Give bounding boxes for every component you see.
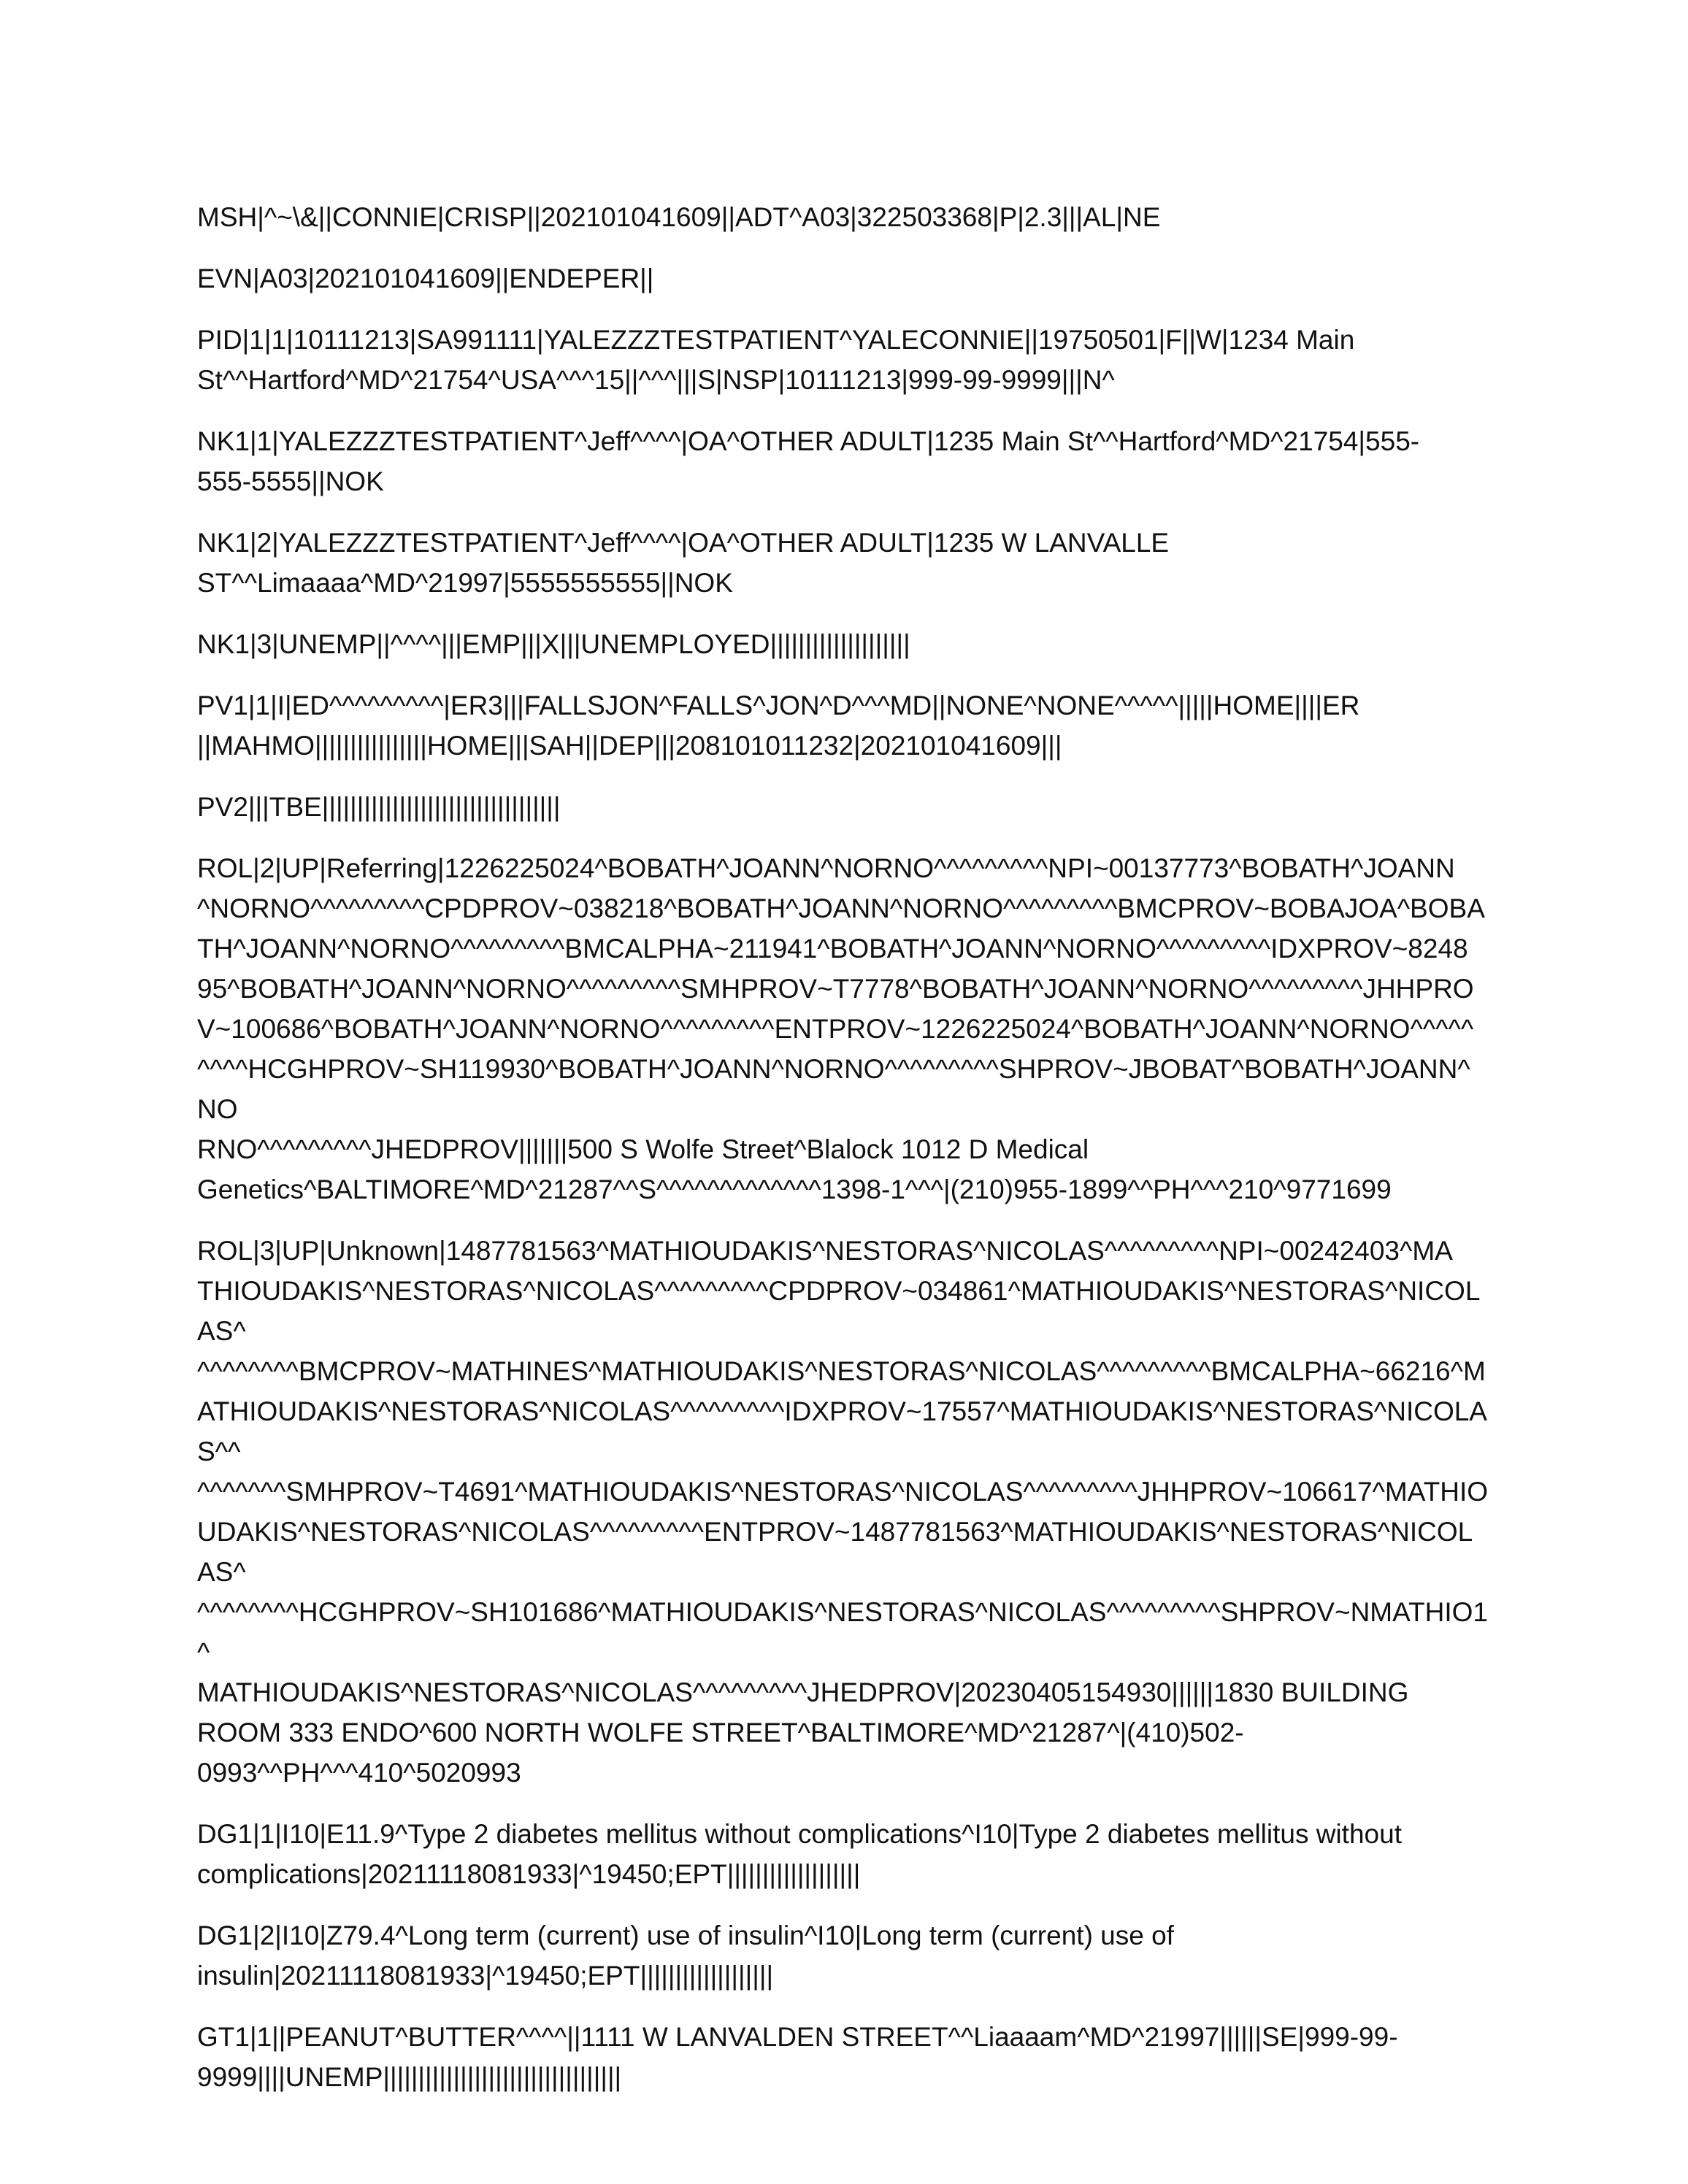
segment-line: V~100686^BOBATH^JOANN^NORNO^^^^^^^^^ENTPROV~1226225024^BOBATH^JOANN^NORNO^^^^^ xyxy=(197,1014,1474,1044)
segment-line: complications|20211118081933|^19450;EPT||||||||||||||||||| xyxy=(197,1859,861,1889)
segment-line: ^^^^^^^^BMCPROV~MATHINES^MATHIOUDAKIS^NESTORAS^NICOLAS^^^^^^^^^BMCALPHA~66216^M xyxy=(197,1356,1486,1386)
hl7-segment xyxy=(197,1231,1489,1793)
hl7-segment xyxy=(197,2017,1489,2097)
segment-line: DG1|2|I10|Z79.4^Long term (current) use of insulin^I10|Long term (current) use of xyxy=(197,1920,1174,1950)
hl7-segment xyxy=(197,685,1489,766)
segment-line: NK1|2|YALEZZZTESTPATIENT^Jeff^^^^|OA^OTHER ADULT|1235 W LANVALLE xyxy=(197,528,1170,558)
hl7-segment xyxy=(197,320,1489,400)
segment-line: ROL|3|UP|Unknown|1487781563^MATHIOUDAKIS^NESTORAS^NICOLAS^^^^^^^^^NPI~00242403^MA xyxy=(197,1236,1453,1266)
segment-line: 9999||||UNEMP|||||||||||||||||||||||||||||||||| xyxy=(197,2062,622,2092)
hl7-segment xyxy=(197,421,1489,501)
segment-line: THIOUDAKIS^NESTORAS^NICOLAS^^^^^^^^^CPDPROV~034861^MATHIOUDAKIS^NESTORAS^NICOLAS^ xyxy=(197,1276,1481,1346)
segment-line: St^^Hartford^MD^21754^USA^^^15||^^^|||S|NSP|10111213|999-99-9999|||N^ xyxy=(197,365,1115,395)
document-page xyxy=(197,197,1489,2118)
segment-line: UDAKIS^NESTORAS^NICOLAS^^^^^^^^^ENTPROV~1487781563^MATHIOUDAKIS^NESTORAS^NICOLAS^ xyxy=(197,1517,1473,1587)
segment-line: 0993^^PH^^^410^5020993 xyxy=(197,1758,521,1788)
segment-line: NK1|1|YALEZZZTESTPATIENT^Jeff^^^^|OA^OTHER ADULT|1235 Main St^^Hartford^MD^21754|555- xyxy=(197,426,1420,456)
segment-line: ST^^Limaaaa^MD^21997|5555555555||NOK xyxy=(197,568,733,598)
segment-line: ^^^^HCGHPROV~SH119930^BOBATH^JOANN^NORNO^^^^^^^^^SHPROV~JBOBAT^BOBATH^JOANN^NO xyxy=(197,1054,1470,1124)
segment-line: ^NORNO^^^^^^^^^CPDPROV~038218^BOBATH^JOANN^NORNO^^^^^^^^^BMCPROV~BOBAJOA^BOBA xyxy=(197,893,1485,923)
segment-line: PV1|1|I|ED^^^^^^^^^|ER3|||FALLSJON^FALLS^JON^D^^^MD||NONE^NONE^^^^^|||||HOME||||ER xyxy=(197,691,1360,720)
hl7-segment xyxy=(197,523,1489,603)
segment-line: TH^JOANN^NORNO^^^^^^^^^BMCALPHA~211941^BOBATH^JOANN^NORNO^^^^^^^^^IDXPROV~8248 xyxy=(197,934,1468,964)
segment-line: Genetics^BALTIMORE^MD^21287^^S^^^^^^^^^^^^^1398-1^^^|(210)955-1899^^PH^^^210^9771699 xyxy=(197,1174,1392,1204)
segment-line: 555-5555||NOK xyxy=(197,466,384,496)
hl7-segment xyxy=(197,258,1489,299)
segment-line: MATHIOUDAKIS^NESTORAS^NICOLAS^^^^^^^^^JHEDPROV|20230405154930||||||1830 BUILDING xyxy=(197,1677,1409,1707)
segment-line: PID|1|1|10111213|SA991111|YALEZZZTESTPATIENT^YALECONNIE||19750501|F||W|1234 Main xyxy=(197,325,1355,355)
segment-line: DG1|1|I10|E11.9^Type 2 diabetes mellitus without complications^I10|Type 2 diabetes mellitus without xyxy=(197,1819,1402,1849)
segment-line: ||MAHMO||||||||||||||||HOME|||SAH||DEP|||208101011232|202101041609||| xyxy=(197,731,1062,761)
hl7-segment xyxy=(197,1814,1489,1894)
segment-line: ATHIOUDAKIS^NESTORAS^NICOLAS^^^^^^^^^IDXPROV~17557^MATHIOUDAKIS^NESTORAS^NICOLAS^^ xyxy=(197,1396,1487,1466)
segment-line: ^^^^^^^^HCGHPROV~SH101686^MATHIOUDAKIS^NESTORAS^NICOLAS^^^^^^^^^SHPROV~NMATHIO1^ xyxy=(197,1597,1488,1667)
segment-line: 95^BOBATH^JOANN^NORNO^^^^^^^^^SMHPROV~T7778^BOBATH^JOANN^NORNO^^^^^^^^^JHHPRO xyxy=(197,974,1474,1004)
hl7-segment xyxy=(197,1915,1489,1996)
segment-line: insulin|20211118081933|^19450;EPT||||||||||||||||||| xyxy=(197,1961,774,1991)
segment-line: EVN|A03|202101041609||ENDEPER|| xyxy=(197,264,654,293)
segment-line: ROOM 333 ENDO^600 NORTH WOLFE STREET^BALTIMORE^MD^21287^|(410)502- xyxy=(197,1718,1244,1747)
segment-line: NK1|3|UNEMP||^^^^|||EMP|||X|||UNEMPLOYED|||||||||||||||||||| xyxy=(197,629,910,659)
hl7-segment xyxy=(197,848,1489,1210)
segment-line: ROL|2|UP|Referring|1226225024^BOBATH^JOANN^NORNO^^^^^^^^^NPI~00137773^BOBATH^JOANN xyxy=(197,853,1455,883)
segment-line: RNO^^^^^^^^^JHEDPROV|||||||500 S Wolfe Street^Blalock 1012 D Medical xyxy=(197,1134,1089,1164)
segment-line: MSH|^~\&||CONNIE|CRISP||202101041609||ADT^A03|322503368|P|2.3|||AL|NE xyxy=(197,202,1161,232)
hl7-segment xyxy=(197,624,1489,664)
segment-line: PV2|||TBE|||||||||||||||||||||||||||||||||| xyxy=(197,792,561,822)
segment-line: ^^^^^^^SMHPROV~T4691^MATHIOUDAKIS^NESTORAS^NICOLAS^^^^^^^^^JHHPROV~106617^MATHIO xyxy=(197,1477,1489,1507)
hl7-segment xyxy=(197,787,1489,827)
hl7-segment xyxy=(197,197,1489,237)
segment-line: GT1|1||PEANUT^BUTTER^^^^||1111 W LANVALDEN STREET^^Liaaaam^MD^21997||||||SE|999-99- xyxy=(197,2022,1398,2052)
